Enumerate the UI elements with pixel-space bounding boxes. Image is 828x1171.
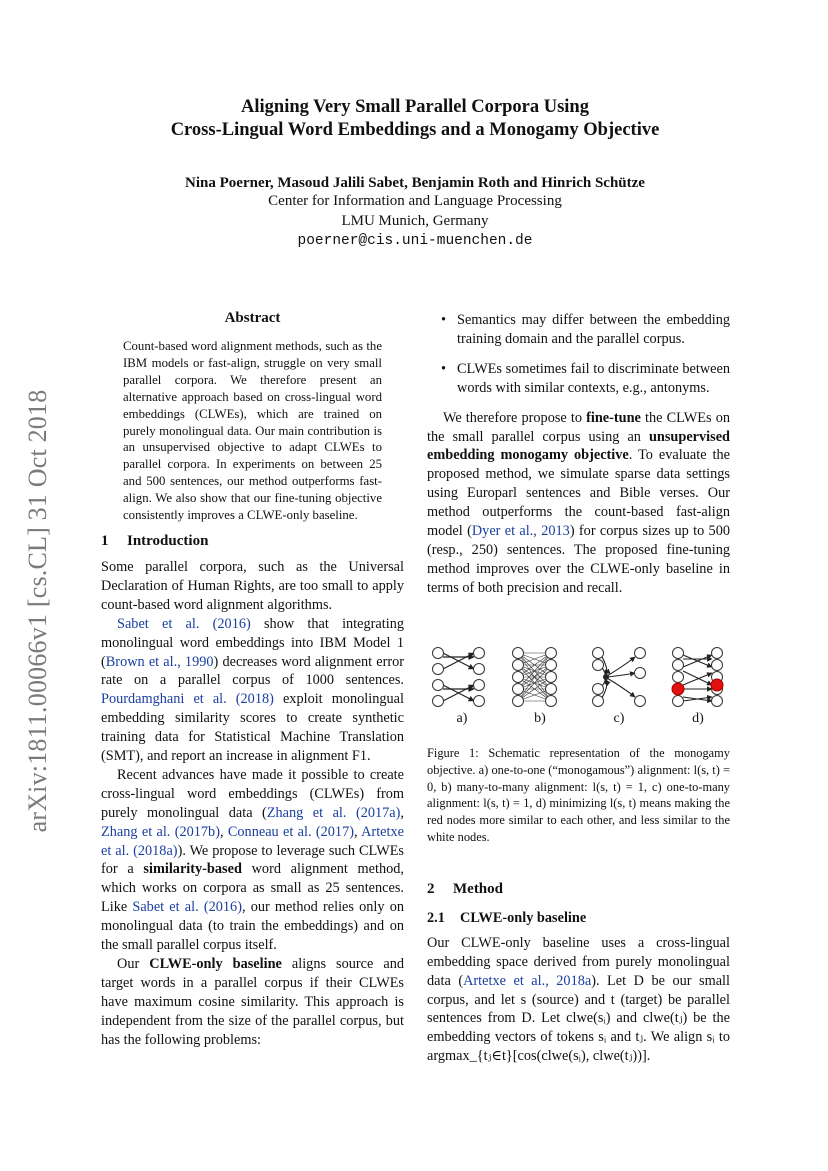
left-column xyxy=(101,310,404,1050)
red-target-node xyxy=(711,679,723,691)
list-item: • Semantics may differ between the embedding training domain and the parallel corpus. xyxy=(427,311,730,349)
citation-link[interactable]: Sabet et al. (2016) xyxy=(132,899,242,916)
figure-1-caption: Figure 1: Schematic representation of the monogamy objective. a) one-to-one (“monogamous”) alignment: l(s, t) = 0, b) many-to-many alignment: l(s, t) = 1, c) one-to-many alignment: l(s, t) = 1, d) minimizing l(s, t) means making the red nodes more similar to each other, and less similar to the white nodes. xyxy=(427,746,730,844)
diagram-a-one-to-one xyxy=(433,648,485,707)
author-list: Nina Poerner, Masoud Jalili Sabet, Benjamin Roth and Hinrich Schütze xyxy=(185,175,645,191)
citation-link[interactable]: Zhang et al. (2017a) xyxy=(266,804,401,821)
citation-link[interactable]: Sabet et al. (2016) xyxy=(117,615,251,632)
list-item: • CLWEs sometimes fail to discriminate between words with similar contexts, e.g., antonyms. xyxy=(427,360,730,398)
intro-paragraph-3 xyxy=(101,766,404,955)
subsection-number: 2.1 xyxy=(427,909,445,926)
subsection-2-1-heading xyxy=(427,909,730,928)
figure-sublabels xyxy=(430,711,730,731)
red-source-node xyxy=(672,683,684,695)
section-2-heading xyxy=(427,880,730,899)
right-paragraph-1 xyxy=(427,409,730,598)
figure-1 xyxy=(430,645,730,731)
text-run: ). Let D be our small corpus, and let s (source) and t (target) be parallel sentences from D. Let clwe(sᵢ) and clwe(tⱼ) be the embedding vectors of tokens sᵢ and tⱼ. We align sᵢ to argmax_{tⱼ∈t}[cos(clwe(sᵢ), clwe(tⱼ))]. xyxy=(427,972,730,1065)
method-section xyxy=(427,880,730,1066)
text-run: ) decreases word alignment error rate on a parallel corpus of 1000 sentences. xyxy=(101,653,404,689)
section-number: 1 xyxy=(101,532,109,549)
author-email[interactable]: poerner@cis.uni-muenchen.de xyxy=(297,233,533,249)
right-column xyxy=(427,311,730,598)
citation-link[interactable]: Dyer et al., 2013 xyxy=(471,523,570,540)
problem-list xyxy=(427,311,730,398)
section-1-heading xyxy=(101,533,404,550)
method-paragraph-1 xyxy=(427,934,730,1066)
text-run: Our xyxy=(117,956,150,972)
paper-title-line-2: Cross-Lingual Word Embeddings and a Monogamy Objective xyxy=(170,120,660,140)
subsection-title: CLWE-only baseline xyxy=(460,909,587,926)
text-run: aligns source and target words in a parallel corpus if their CLWEs have maximum cosine similarity. This approach is independent from the size of the parallel corpus, but has the following problems: xyxy=(101,956,404,1048)
citation-link[interactable]: Brown et al., 1990 xyxy=(105,653,214,670)
abstract-heading: Abstract xyxy=(224,310,281,326)
section-number: 2 xyxy=(427,881,435,897)
sublabel-b: b) xyxy=(534,711,546,726)
text-run: word alignment method, which works on corpora as small as 25 sentences. Like xyxy=(101,861,404,916)
bold-term: similarity-based xyxy=(143,861,242,878)
sublabel-d: d) xyxy=(692,711,704,726)
citation-link[interactable]: Artetxe et al., 2018a xyxy=(463,972,592,989)
text-run: We therefore propose to xyxy=(443,409,587,426)
section-title: Method xyxy=(453,881,503,897)
citation-link[interactable]: Pourdamghani et al. (2018) xyxy=(101,691,274,708)
intro-paragraph-4 xyxy=(101,955,404,1050)
intro-paragraph-1: Some parallel corpora, such as the Universal Declaration of Human Rights, are too small to apply count-based word alignment algorithms. xyxy=(101,558,404,613)
text-run: . To evaluate the proposed method, we simulate sparse data settings using Europarl sentences and Bible verses. Our method outperforms the count-based fast-align model ( xyxy=(427,447,731,540)
abstract-text: Count-based word alignment methods, such as the IBM models or fast-align, struggle on very small parallel corpora. We therefore present an alternative approach based on cross-lingual word embeddings (CLWEs), which are trained on purely monolingual data. Our main contribution is an unsupervised objective to adapt CLWEs to parallel corpora. In experiments on between 25 and 500 sentences, our method outperforms fast-align. We also show that our fine-tuning objective consistently improves a CLWE-only baseline. xyxy=(123,339,382,523)
text-run: , xyxy=(219,823,228,840)
paper-title-line-1: Aligning Very Small Parallel Corpora Using xyxy=(241,97,589,117)
bold-term: unsupervised embedding monogamy objective xyxy=(427,428,730,464)
diagram-c-one-to-many xyxy=(593,648,646,707)
text-run: ). We propose to leverage such CLWEs for a xyxy=(101,842,404,878)
affiliation-line-2: LMU Munich, Germany xyxy=(341,213,489,229)
diagram-b-many-to-many xyxy=(513,648,557,707)
hub-node xyxy=(603,674,609,680)
text-run: , our method relies only on monolingual data (to train the embeddings) and on the small parallel corpus itself. xyxy=(101,899,404,954)
arxiv-sidebar xyxy=(18,372,58,850)
citation-link[interactable]: Artetxe et al. (2018a) xyxy=(101,823,404,859)
bold-term: fine-tune xyxy=(586,409,641,426)
monogamy-schematic xyxy=(430,645,730,709)
text-run: ) for corpus sizes up to 500 (resp., 250) sentences. The proposed fine-tuning method improves over the CLWE-only baseline in terms of both precision and recall. xyxy=(427,523,731,596)
affiliation-line-1: Center for Information and Language Processing xyxy=(268,193,562,209)
text-run: Recent advances have made it possible to create cross-lingual word embeddings (CLWEs) from purely monolingual data ( xyxy=(101,766,404,821)
intro-paragraph-2 xyxy=(101,615,404,766)
diagram-d-minimizing xyxy=(672,648,723,707)
sublabel-c: c) xyxy=(613,711,625,726)
arxiv-identifier: arXiv:1811.00066v1 [cs.CL] 31 Oct 2018 xyxy=(23,389,52,833)
section-title: Introduction xyxy=(127,532,209,549)
sublabel-a: a) xyxy=(456,711,468,726)
text-run: , xyxy=(354,823,362,840)
text-run: exploit monolingual embedding similarity scores to create synthetic training data for Statistical Machine Translation (SMT), and report an increase in alignment F1. xyxy=(101,691,404,765)
text-run: , xyxy=(400,804,404,821)
citation-link[interactable]: Conneau et al. (2017) xyxy=(227,823,354,840)
text-run: the CLWEs on the small parallel corpus using an xyxy=(427,409,730,445)
bold-term: CLWE-only baseline xyxy=(149,956,282,972)
citation-link[interactable]: Zhang et al. (2017b) xyxy=(101,823,220,840)
text-run: Our CLWE-only baseline uses a cross-lingual embedding space derived from purely monolingual data ( xyxy=(427,934,730,989)
text-run: show that integrating monolingual word embeddings into IBM Model 1 ( xyxy=(101,615,404,670)
